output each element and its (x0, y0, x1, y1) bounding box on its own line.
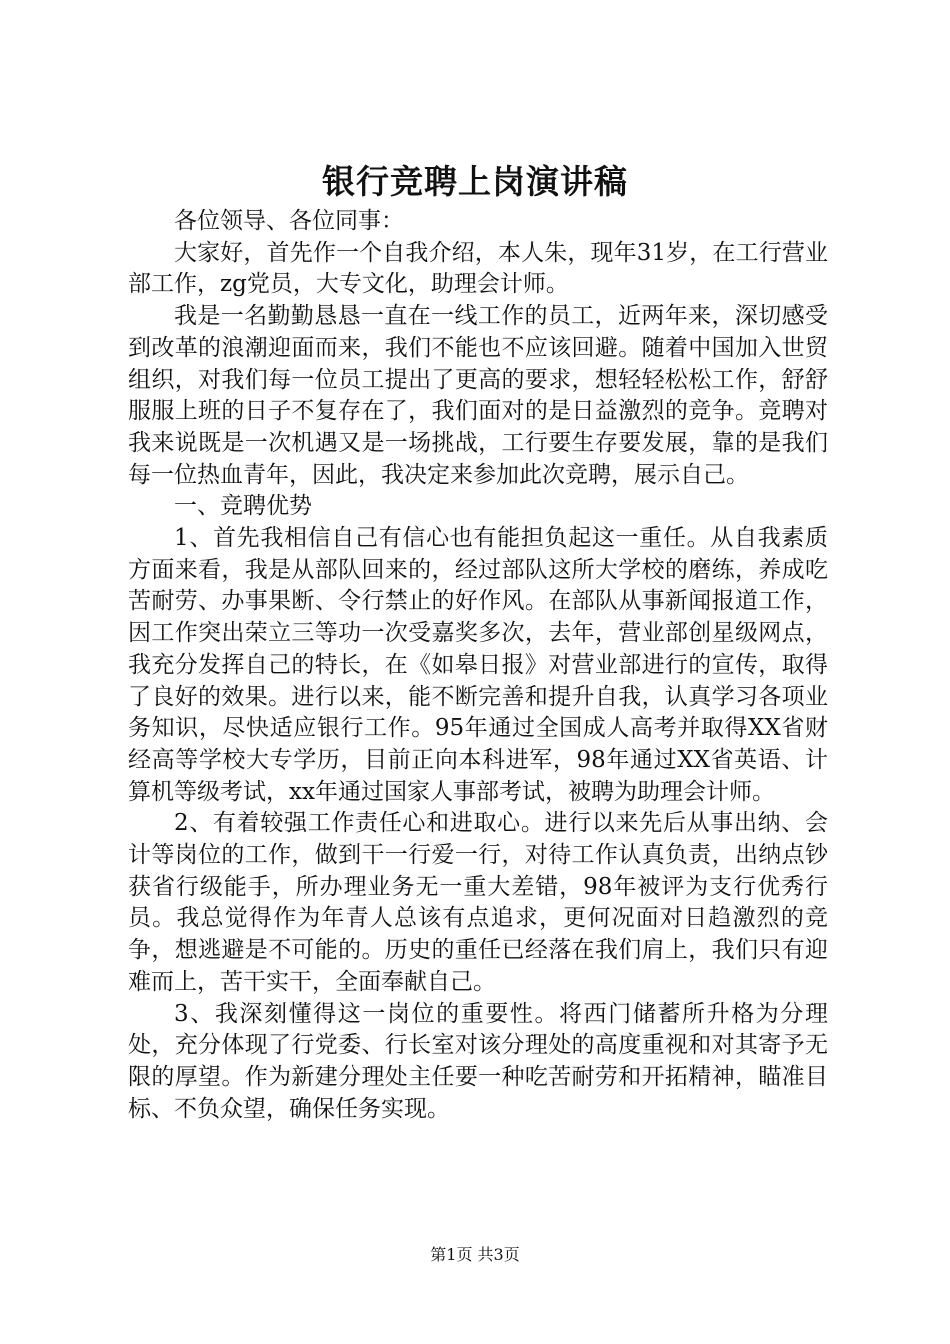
self-introduction-paragraph: 大家好，首先作一个自我介绍，本人朱，现年31岁，在工行营业部工作，zg党员，大专文化，助理会计师。 (128, 239, 828, 298)
document-title: 银行竞聘上岗演讲稿 (322, 162, 628, 201)
advantage-paragraph-1: 1、首先我相信自己有信心也有能担负起这一重任。从自我素质方面来看，我是从部队回来的，经过部队这所大学校的磨练，养成吃苦耐劳、办事果断、令行禁止的好作风。在部队从事新闻报道工作，因工作突出荣立三等功一次受嘉奖多次，去年，营业部创星级网点，我充分发挥自己的特长，在《如皋日报》对营业部进行的宣传，取得了良好的效果。进行以来，能不断完善和提升自我，认真学习各项业务知识，尽快适应银行工作。95年通过全国成人高考并取得XX省财经高等学校大专学历，目前正向本科进军，98年通过XX省英语、计算机等级考试，xx年通过国家人事部考试，被聘为助理会计师。 (128, 525, 828, 805)
page-number-footer: 第1页 共3页 (430, 1245, 520, 1264)
motivation-paragraph: 我是一名勤勤恳恳一直在一线工作的员工，近两年来，深切感受到改革的浪潮迎面而来，我们不能也不应该回避。随着中国加入世贸组织，对我们每一位员工提出了更高的要求，想轻轻松松工作，舒舒服服上班的日子不复存在了，我们面对的是日益激烈的竞争。竞聘对我来说既是一次机遇又是一场挑战，工行要生存要发展，靠的是我们每一位热血青年，因此，我决定来参加此次竞聘，展示自己。 (128, 303, 828, 488)
salutation-paragraph: 各位领导、各位同事： (174, 208, 404, 234)
advantage-paragraph-3: 3、我深刻懂得这一岗位的重要性。将西门储蓄所升格为分理处，充分体现了行党委、行长室对该分理处的高度重视和对其寄予无限的厚望。作为新建分理处主任要一种吃苦耐劳和开拓精神，瞄准目标、不负众望，确保任务实现。 (128, 1000, 828, 1122)
section-heading-advantages: 一、竞聘优势 (174, 493, 312, 520)
advantage-paragraph-2: 2、有着较强工作责任心和进取心。进行以来先后从事出纳、会计等岗位的工作，做到干一行爱一行，对待工作认真负责，出纳点钞获省行级能手，所办理业务无一重大差错，98年被评为支行优秀行员。我总觉得作为年青人总该有点追求，更何况面对日趋激烈的竞争，想逃避是不可能的。历史的重任已经落在我们肩上，我们只有迎难而上，苦干实干，全面奉献自己。 (128, 810, 828, 995)
document-body (128, 206, 828, 1125)
